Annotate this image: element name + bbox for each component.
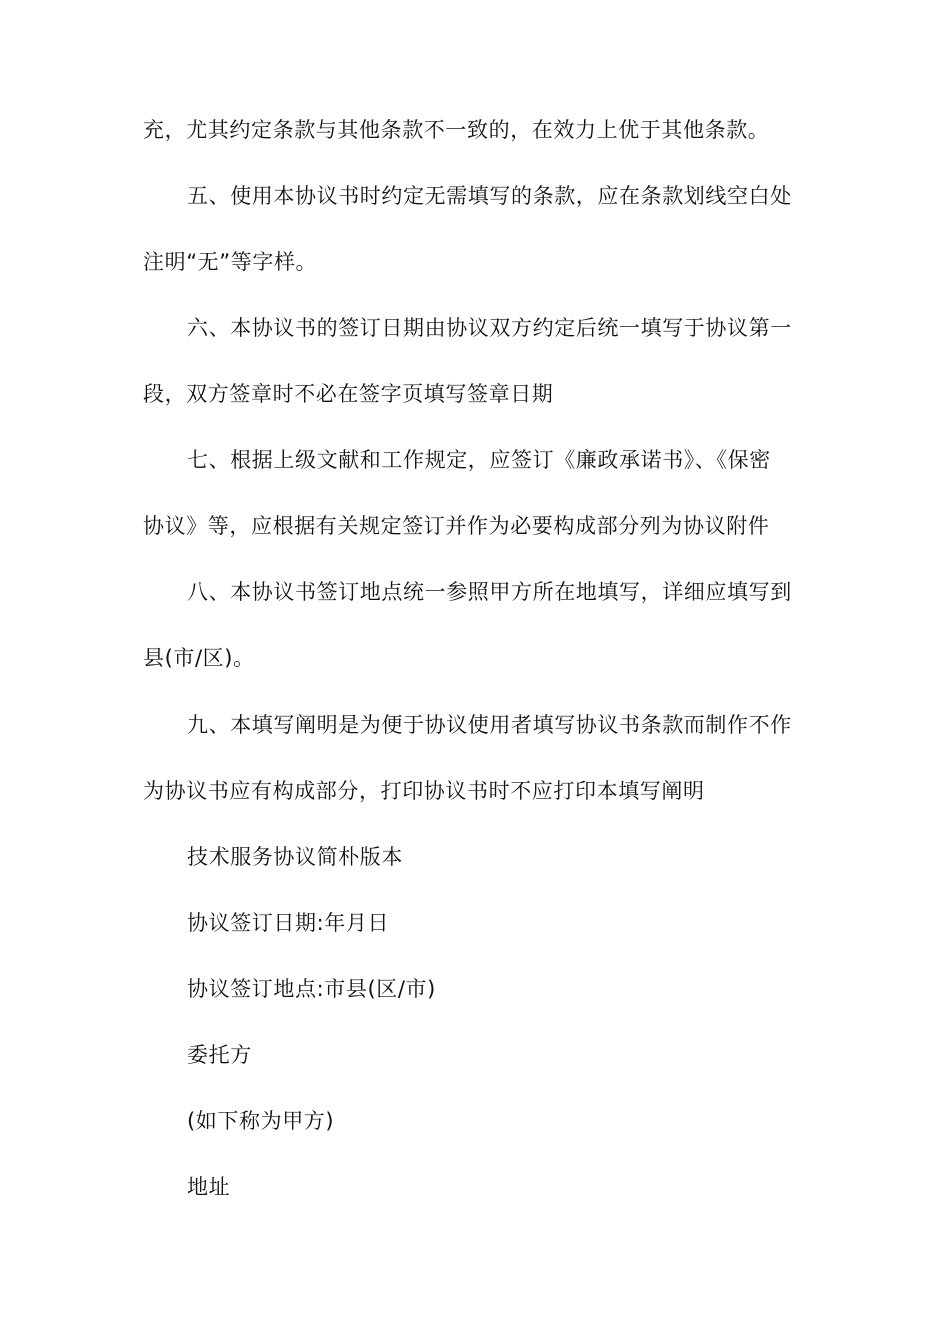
clause-9-line-2: 为协议书应有构成部分，打印协议书时不应打印本填写阐明 [143, 779, 705, 803]
clause-8-line-2: 县(市/区)。 [143, 646, 255, 670]
party-a-note: (如下称为甲方) [187, 1109, 335, 1133]
address-label: 地址 [187, 1175, 231, 1199]
clause-5-line-2: 注明“无”等字样。 [143, 250, 318, 274]
signing-date-field: 协议签订日期:年月日 [187, 911, 390, 935]
clause-8-line-1: 八、本协议书签订地点统一参照甲方所在地填写，详细应填写到 [187, 580, 792, 604]
clause-6-line-2: 段，双方签章时不必在签字页填写签章日期 [143, 382, 554, 406]
clause-9-line-1: 九、本填写阐明是为便于协议使用者填写协议书条款而制作不作 [187, 713, 792, 737]
clause-5-line-1: 五、使用本协议书时约定无需填写的条款，应在条款划线空白处 [187, 184, 792, 208]
clause-7-line-1: 七、根据上级文献和工作规定，应签订《廉政承诺书》、《保密 [187, 448, 771, 472]
client-label: 委托方 [187, 1043, 252, 1067]
clause-7-line-2: 协议》等，应根据有关规定签订并作为必要构成部分列为协议附件 [143, 514, 770, 538]
clause-6-line-1: 六、本协议书的签订日期由协议双方约定后统一填写于协议第一 [187, 316, 792, 340]
paragraph-4-continuation: 充，尤其约定条款与其他条款不一致的，在效力上优于其他条款。 [143, 118, 770, 142]
signing-location-field: 协议签订地点:市县(区/市) [187, 977, 436, 1001]
agreement-title: 技术服务协议简朴版本 [187, 845, 403, 869]
